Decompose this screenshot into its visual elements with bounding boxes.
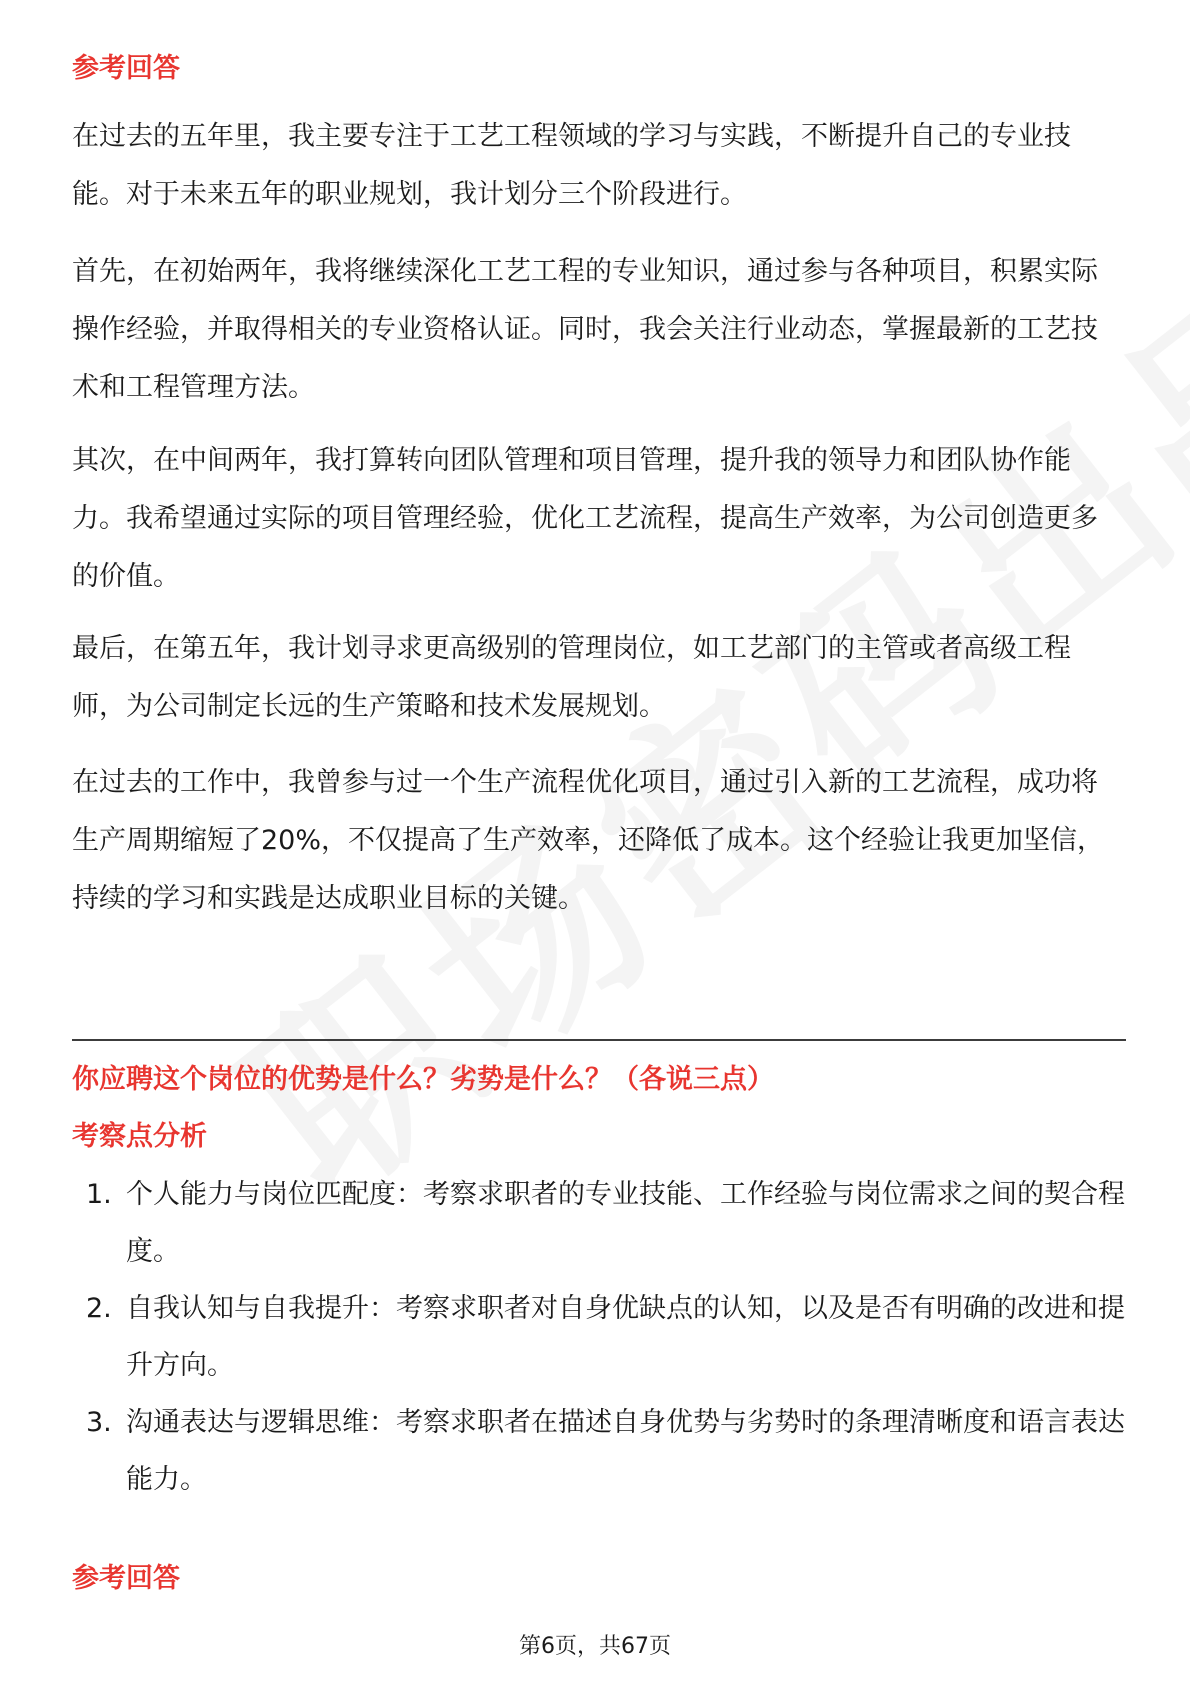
reference-answer-heading: 参考回答 (72, 53, 180, 84)
list-number: 2. (86, 1293, 112, 1324)
list-text: 沟通表达与逻辑思维：考察求职者在描述自身优势与劣势时的条理清晰度和语言表达能力。 (126, 1407, 1125, 1495)
page-number: 第6页，共67页 (519, 1634, 671, 1659)
reference-answer-heading: 参考回答 (72, 1563, 180, 1594)
list-item (72, 1166, 1127, 1280)
list-item (72, 1280, 1127, 1394)
answer-paragraph: 首先，在初始两年，我将继续深化工艺工程的专业知识，通过参与各种项目，积累实际操作经验，并取得相关的专业资格认证。同时，我会关注行业动态，掌握最新的工艺技术和工程管理方法。 (72, 256, 1098, 403)
list-item (72, 1394, 1127, 1508)
question-heading: 你应聘这个岗位的优势是什么？劣势是什么？（各说三点） (72, 1064, 774, 1095)
list-text: 自我认知与自我提升：考察求职者对自身优缺点的认知，以及是否有明确的改进和提升方向。 (126, 1293, 1125, 1381)
answer-paragraph: 在过去的五年里，我主要专注于工艺工程领域的学习与实践，不断提升自己的专业技能。对于未来五年的职业规划，我计划分三个阶段进行。 (72, 121, 1071, 210)
analysis-list (72, 1166, 1127, 1508)
answer-paragraph: 在过去的工作中，我曾参与过一个生产流程优化项目，通过引入新的工艺流程，成功将生产周期缩短了20%，不仅提高了生产效率，还降低了成本。这个经验让我更加坚信，持续的学习和实践是达成职业目标的关键。 (72, 767, 1105, 914)
list-text: 个人能力与岗位匹配度：考察求职者的专业技能、工作经验与岗位需求之间的契合程度。 (126, 1179, 1125, 1267)
analysis-heading: 考察点分析 (72, 1121, 207, 1152)
list-number: 3. (86, 1407, 112, 1438)
section-divider (72, 1039, 1126, 1041)
answer-paragraph: 最后，在第五年，我计划寻求更高级别的管理岗位，如工艺部门的主管或者高级工程师，为公司制定长远的生产策略和技术发展规划。 (72, 633, 1071, 722)
answer-paragraph: 其次，在中间两年，我打算转向团队管理和项目管理，提升我的领导力和团队协作能力。我希望通过实际的项目管理经验，优化工艺流程，提高生产效率，为公司创造更多的价值。 (72, 445, 1098, 592)
list-number: 1. (86, 1179, 112, 1210)
